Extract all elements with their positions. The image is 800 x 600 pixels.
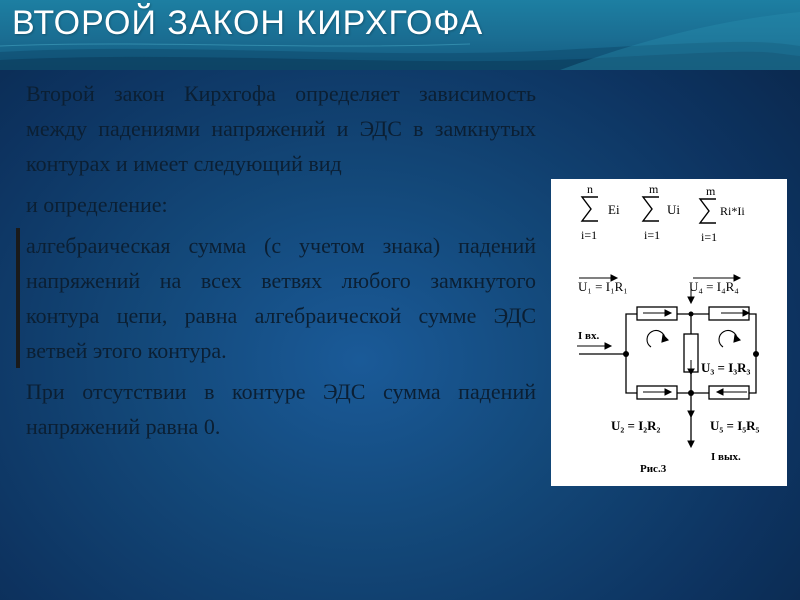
sigma-1-icon (582, 197, 598, 221)
arrow-current-out-icon (688, 441, 694, 447)
sum3-upper-limit: m (706, 184, 716, 198)
kirchhoff-formula (581, 182, 745, 244)
formula-term-ri-ii: Ri*Ii (720, 204, 745, 218)
sum2-upper-limit: m (649, 182, 659, 196)
label-u1: U₁ = I₁R₁ (578, 279, 628, 294)
loop1-arrowhead-icon (662, 335, 668, 342)
label-current-in: I вх. (578, 330, 600, 342)
sigma-3-icon (700, 199, 716, 223)
node-top (689, 312, 694, 317)
node-right (753, 351, 759, 357)
circuit-diagram (551, 179, 787, 486)
title-banner (0, 0, 800, 70)
arrow-current-in-icon (605, 343, 611, 349)
kirchhoff-figure (551, 179, 787, 486)
sum1-upper-limit: n (587, 182, 593, 196)
figure-caption: Рис.3 (640, 463, 667, 475)
loop2-arrowhead-icon (734, 335, 740, 342)
label-u2: U₂ = I₂R₂ (611, 418, 661, 433)
label-u4: U₄ = I₄R₄ (689, 279, 739, 294)
formula-term-emf: Ei (608, 202, 620, 217)
arrow-mid-down-icon (688, 411, 694, 417)
node-left (623, 351, 629, 357)
sum1-lower-limit: i=1 (581, 228, 598, 242)
label-u5: U₅ = I₅R₅ (710, 418, 760, 433)
sum3-lower-limit: i=1 (701, 230, 718, 244)
paragraph-law-statement: алгебраическая сумма (с учетом знака) падений напряжений на всех ветвях любого замкнутого контура цепи, равна алгебраической сумме ЭДС ветвей этого контура. (16, 228, 536, 368)
label-u3: U₃ = I₃R₃ (701, 360, 751, 375)
paragraph-definition-label: и определение: (26, 192, 168, 217)
slide-body (26, 76, 536, 444)
slide-title: ВТОРОЙ ЗАКОН КИРХГОФА (12, 4, 484, 42)
paragraph-definition-intro: Второй закон Кирхгофа определяет зависимость между падениями напряжений и ЭДС в замкнутых контурах и имеет следующий вид (26, 81, 536, 176)
sigma-2-icon (643, 197, 659, 221)
arrow-down-u4-icon (688, 297, 694, 303)
node-bottom (688, 390, 694, 396)
sum2-lower-limit: i=1 (644, 228, 661, 242)
formula-term-voltage: Ui (667, 202, 680, 217)
label-current-out: I вых. (711, 451, 741, 463)
paragraph-no-emf-note: При отсутствии в контуре ЭДС сумма падений напряжений равна 0. (26, 379, 536, 439)
